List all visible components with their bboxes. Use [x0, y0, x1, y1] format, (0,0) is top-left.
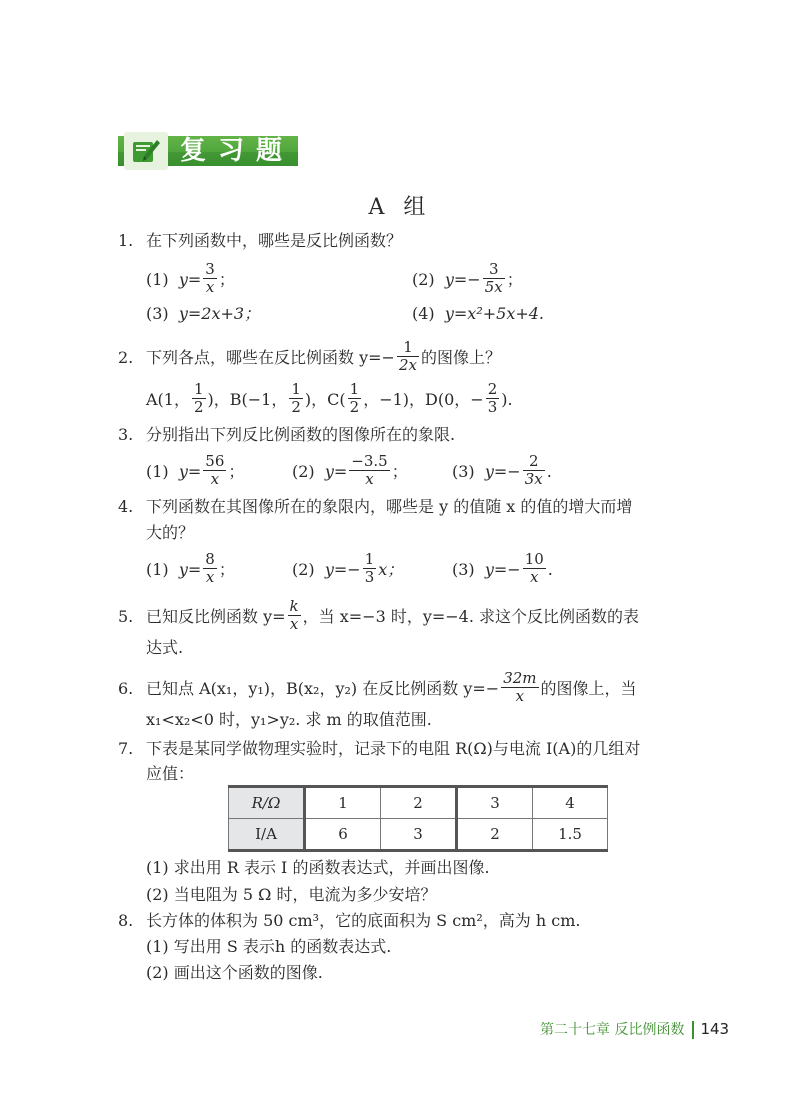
- q2-points: A(1， $\frac{1}{2}$ )，B(−1， $\frac{1}{2}$ )，C( $\frac{1}{2}$ ，−1)，D(0，− $\frac{2}{3}$ ).: [146, 380, 513, 416]
- q1-option-2: (2) y=− $\frac{3}{5x}$ ；: [412, 260, 523, 296]
- question-1: 1. 在下列函数中，哪些是反比例函数？: [118, 231, 403, 250]
- q8-sub-2: (2) 画出这个函数的图像.: [146, 963, 323, 982]
- table-cell: 3: [457, 787, 533, 819]
- chapter-label: 第二十七章 反比例函数: [540, 1022, 685, 1038]
- q4-option-3: (3) y=− $\frac{10}{x}$ .: [452, 550, 553, 586]
- group-heading: A 组: [368, 195, 432, 220]
- q1-option-3: (3) y=2x+3；: [146, 304, 261, 323]
- table-row: [229, 787, 608, 819]
- q1-option-1: (1) y= $\frac{3}{x}$ ；: [146, 260, 235, 296]
- q7-sub-1: (1) 求出用 R 表示 I 的函数表达式，并画出图像.: [146, 858, 490, 877]
- q4-option-2: (2) y=− $\frac{1}{3}$ x；: [292, 550, 404, 586]
- question-5-cont: 达式.: [146, 638, 184, 657]
- table-cell: 2: [457, 819, 533, 851]
- question-7: 7. 下表是某同学做物理实验时，记录下的电阻 R(Ω)与电流 I(A)的几组对: [118, 739, 641, 758]
- q8-sub-1: (1) 写出用 S 表示h 的函数表达式.: [146, 937, 392, 956]
- question-3: 3. 分别指出下列反比例函数的图像所在的象限.: [118, 425, 456, 444]
- question-6-cont: x₁<x₂<0 时，y₁>y₂. 求 m 的取值范围.: [146, 710, 432, 729]
- q4-option-1: (1) y= $\frac{8}{x}$ ；: [146, 550, 235, 586]
- table-cell: 1.5: [533, 819, 608, 851]
- question-6: 6. 已知点 A(x₁，y₁)，B(x₂，y₂) 在反比例函数 y=− $\frac{32m}{x}$ 的图像上，当: [118, 669, 637, 705]
- q7-sub-2: (2) 当电阻为 5 Ω 时，电流为多少安培？: [146, 885, 437, 904]
- q1-option-4: (4) y=x²+5x+4.: [412, 304, 545, 323]
- section-title: 复习题: [180, 136, 295, 166]
- question-8: 8. 长方体的体积为 50 cm³，它的底面积为 S cm²，高为 h cm.: [118, 911, 581, 930]
- q3-option-1: (1) y= $\frac{56}{x}$ ；: [146, 452, 245, 488]
- q3-option-2: (2) y= $\frac{-3.5}{x}$ ；: [292, 452, 408, 488]
- table-header-cell: R/Ω: [229, 787, 305, 819]
- page-footer: [540, 1019, 729, 1039]
- page-number: 143: [700, 1020, 730, 1038]
- divider: [692, 1021, 694, 1039]
- question-4: 4. 下列函数在其图像所在的象限内，哪些是 y 的值随 x 的值的增大而增: [118, 497, 633, 516]
- pencil-note-icon: [124, 132, 168, 170]
- data-table: [228, 785, 608, 852]
- table-cell: 4: [533, 787, 608, 819]
- q3-option-3: (3) y=− $\frac{2}{3x}$ .: [452, 452, 552, 488]
- table-row: [229, 819, 608, 851]
- question-5: 5. 已知反比例函数 y= $\frac{k}{x}$ ，当 x=−3 时，y=−4. 求这个反比例函数的表: [118, 597, 640, 633]
- section-banner: [118, 130, 298, 172]
- table-header-cell: I/A: [229, 819, 305, 851]
- question-4-cont: 大的？: [146, 523, 195, 542]
- question-7-cont: 应值：: [146, 764, 195, 783]
- table-cell: 1: [305, 787, 381, 819]
- table-cell: 2: [381, 787, 457, 819]
- table-cell: 3: [381, 819, 457, 851]
- table-cell: 6: [305, 819, 381, 851]
- question-2: 2. 下列各点，哪些在反比例函数 y=− $\frac{1}{2x}$ 的图像上？: [118, 338, 501, 374]
